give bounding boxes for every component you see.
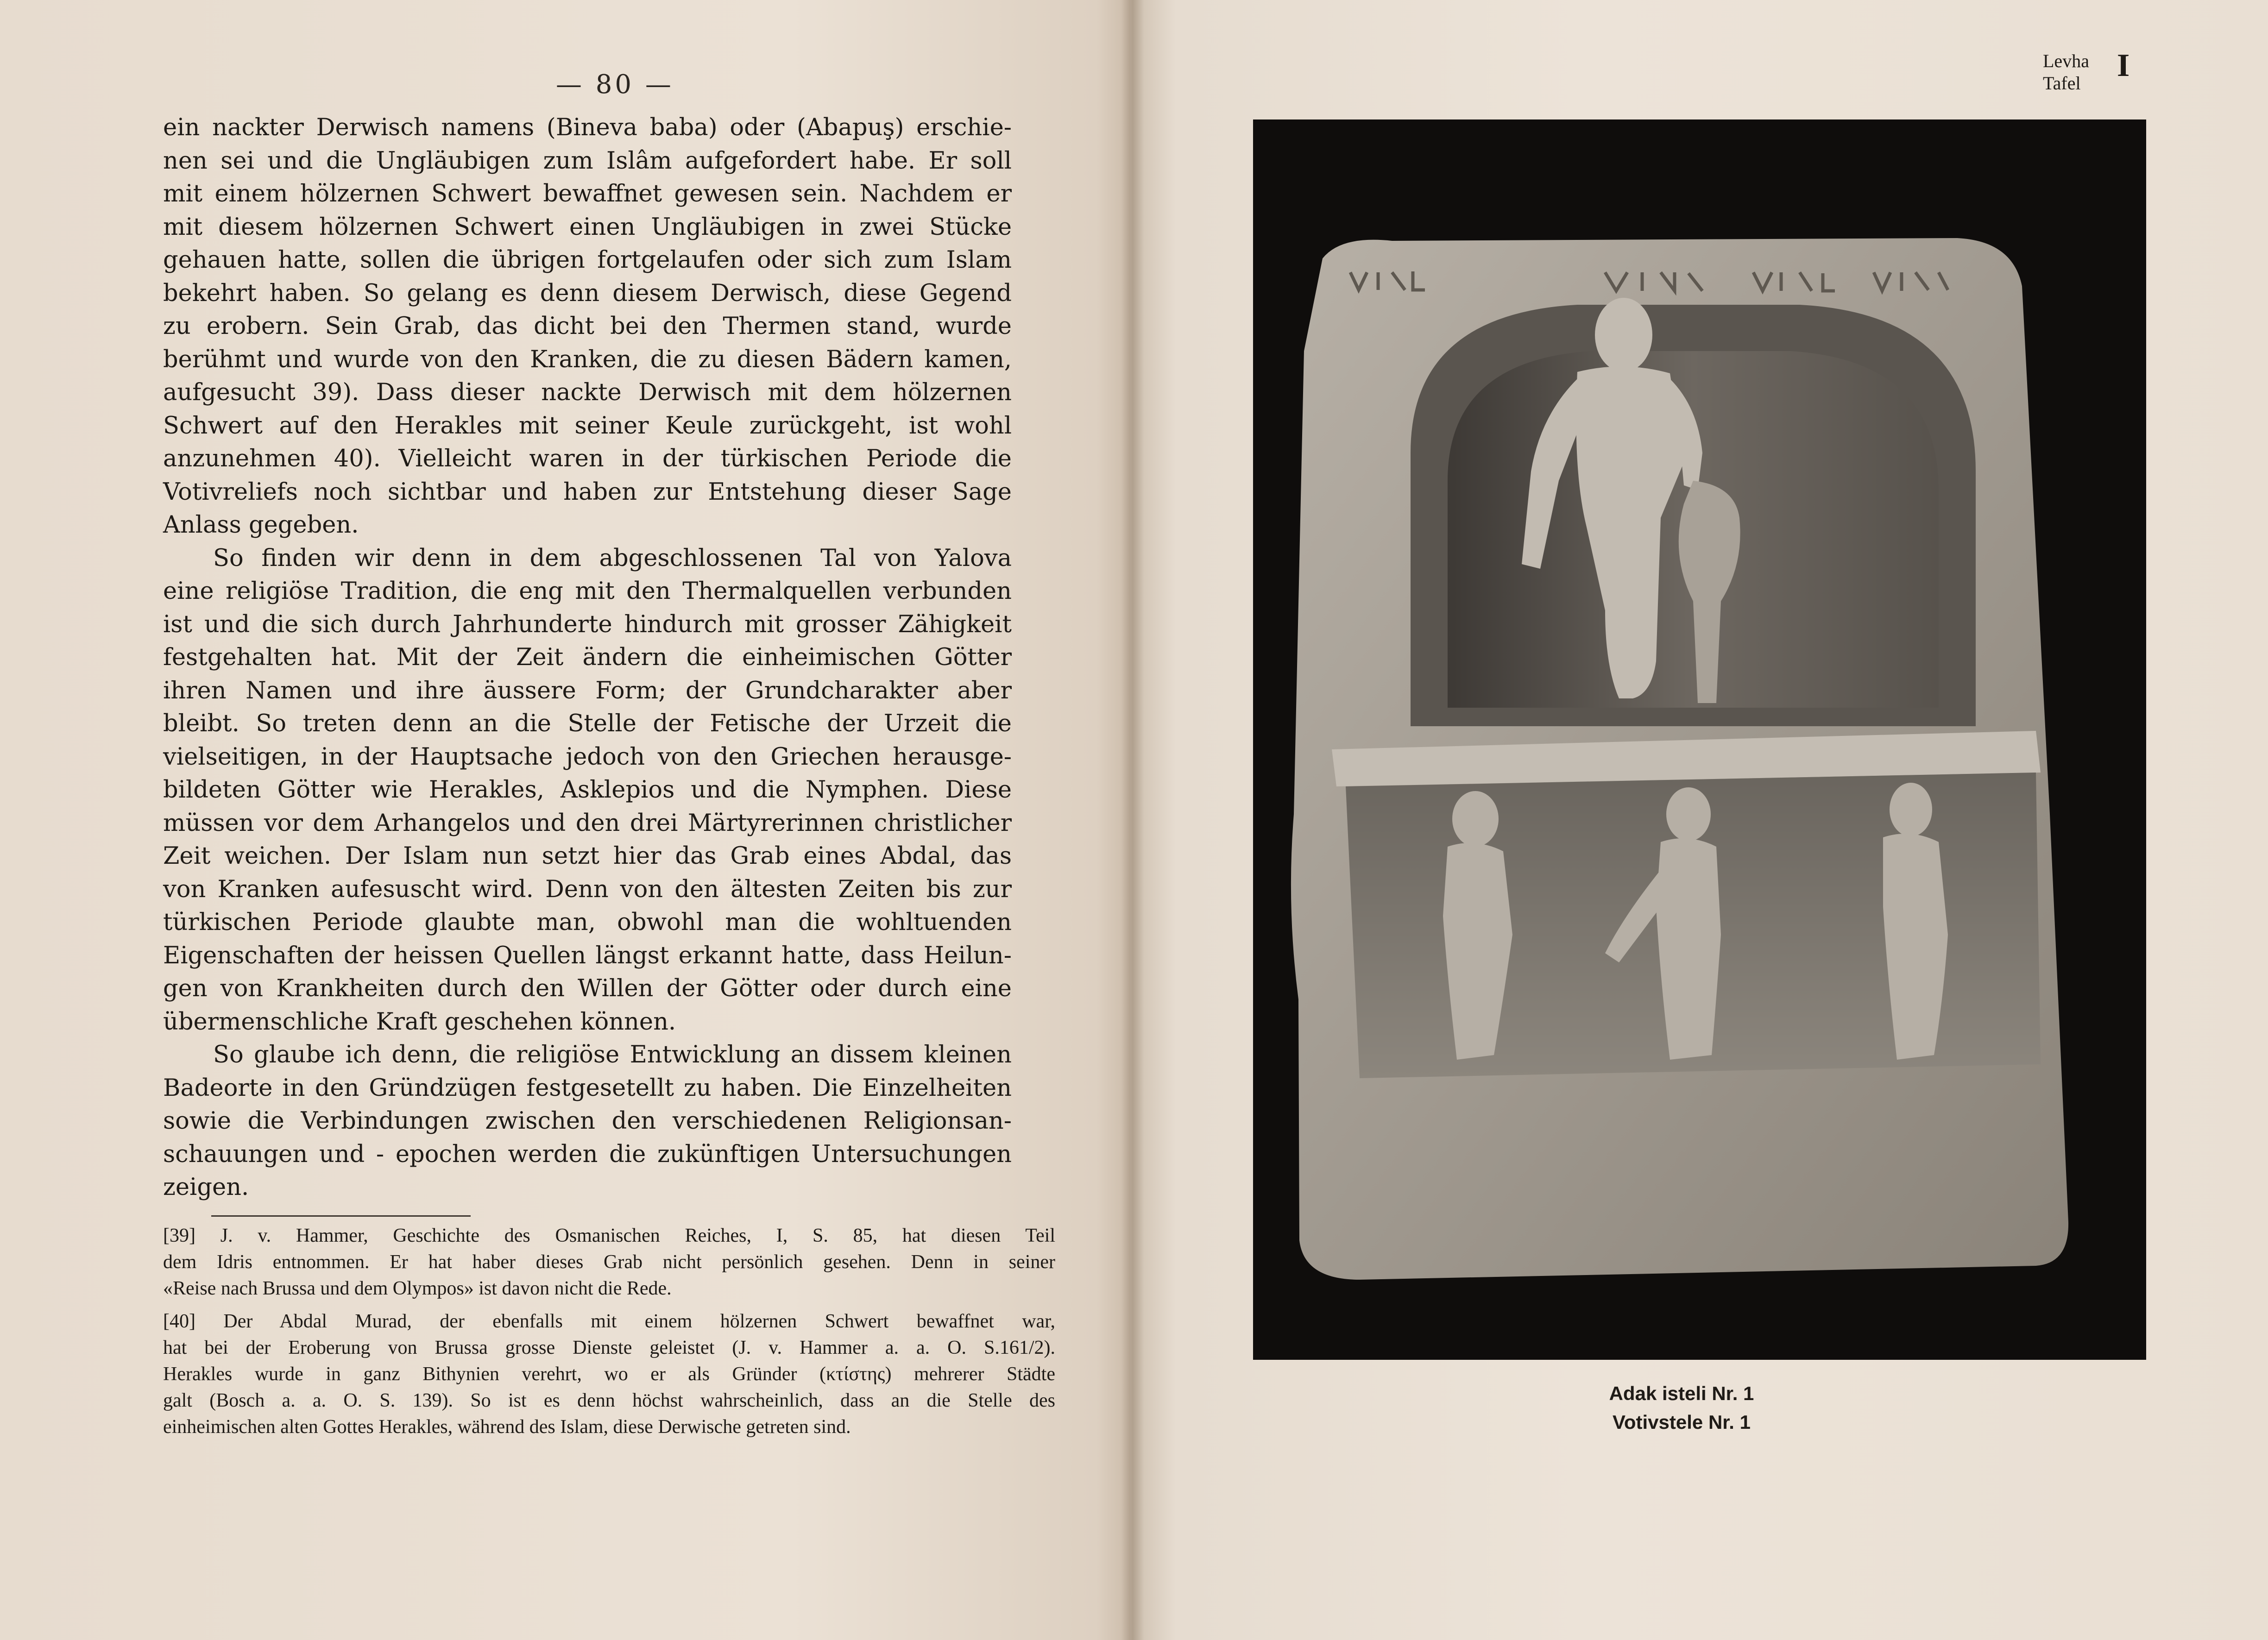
plate-label-german: Tafel — [2043, 73, 2081, 94]
footnote-line: Herakles wurde in ganz Bithynien verehrt, wo er als Gründer (κτίστης) mehrerer Städte — [163, 1364, 1055, 1385]
body-line: sowie die Verbindungen zwischen den verschiedenen Religionsan- — [163, 1107, 1012, 1135]
body-line: Votivreliefs noch sichtbar und haben zur Entstehung dieser Sage — [163, 478, 1012, 506]
votive-stele-photograph — [1253, 119, 2146, 1360]
body-line: müssen vor dem Arhangelos und den drei Märtyrerinnen christlicher — [163, 809, 1012, 837]
body-line: zu erobern. Sein Grab, das dicht bei den Thermen stand, wurde — [163, 313, 1012, 340]
body-line: von Kranken aufesuscht wird. Denn von den ältesten Zeiten bis zur — [163, 875, 1012, 903]
body-line: bildeten Götter wie Herakles, Asklepios und die Nymphen. Diese — [163, 776, 1012, 804]
body-line: ist und die sich durch Jahrhunderte hindurch mit grosser Zähigkeit — [163, 610, 1012, 638]
body-line: So finden wir denn in dem abgeschlossenen Tal von Yalova — [213, 544, 1012, 572]
body-line: festgehalten hat. Mit der Zeit ändern die einheimischen Götter — [163, 644, 1012, 671]
body-text — [163, 111, 1012, 1204]
page-number: — 80 — — [556, 69, 674, 100]
body-line: Badeorte in den Gründzügen festgesetellt zu haben. Die Einzelheiten — [163, 1074, 1012, 1102]
body-line: übermenschliche Kraft geschehen können. — [163, 1008, 676, 1036]
plate-label-turkish: Levha — [2043, 50, 2089, 71]
left-page — [0, 0, 1130, 1640]
body-line: bekehrt haben. So gelang es denn diesem Derwisch, diese Gegend — [163, 279, 1012, 307]
body-line: gehauen hatte, sollen die übrigen fortgelaufen oder sich zum Islam — [163, 246, 1012, 274]
body-line: aufgesucht 39). Dass dieser nackte Derwisch mit dem hölzernen — [163, 379, 1012, 406]
body-line: türkischen Periode glaubte man, obwohl man die wohltuenden — [163, 909, 1012, 936]
body-line: schauungen und - epochen werden die zukünftigen Untersuchungen — [163, 1140, 1012, 1168]
footnote-line: «Reise nach Brussa und dem Olympos» ist davon nicht die Rede. — [163, 1278, 672, 1299]
body-line: anzunehmen 40). Vielleicht waren in der türkischen Periode die — [163, 445, 1012, 472]
body-line: berühmt und wurde von den Kranken, die zu diesen Bädern kamen, — [163, 346, 1012, 373]
body-line: Eigenschaften der heissen Quellen längst erkannt hatte, dass Heilun- — [163, 942, 1012, 969]
body-line: eine religiöse Tradition, die eng mit den Thermalquellen verbunden — [163, 578, 1012, 605]
footnote-line: galt (Bosch a. a. O. S. 139). So ist es denn höchst wahrscheinlich, dass an die Stelle des — [163, 1390, 1055, 1411]
body-line: mit diesem hölzernen Schwert einen Ungläubigen in zwei Stücke — [163, 213, 1012, 241]
body-line: ihren Namen und ihre äussere Form; der Grundcharakter aber — [163, 677, 1012, 704]
plate-label — [2043, 50, 2089, 94]
footnote-line: hat bei der Eroberung von Brussa grosse Dienste geleistet (J. v. Hammer a. a. O. S.161/2). — [163, 1337, 1055, 1358]
caption-turkish: Adak isteli Nr. 1 — [1609, 1382, 1754, 1404]
body-line: Anlass gegeben. — [163, 511, 359, 539]
stele-illustration — [1253, 119, 2146, 1360]
body-line: zeigen. — [163, 1174, 249, 1201]
footnote-line: einheimischen alten Gottes Herakles, während des Islam, diese Derwische getreten sind. — [163, 1416, 851, 1438]
body-line: vielseitigen, in der Hauptsache jedoch von den Griechen herausge- — [163, 743, 1012, 771]
plate-number: I — [2117, 48, 2130, 83]
plate-caption — [1529, 1379, 1834, 1437]
footnote — [163, 1308, 1055, 1440]
body-line: Schwert auf den Herakles mit seiner Keule zurückgeht, ist wohl — [163, 412, 1012, 440]
footnote-line: dem Idris entnommen. Er hat haber dieses Grab nicht persönlich gesehen. Denn in seiner — [163, 1251, 1055, 1273]
body-line: gen von Krankheiten durch den Willen der Götter oder durch eine — [163, 975, 1012, 1002]
footnotes — [163, 1223, 1055, 1440]
footnote-rule — [211, 1215, 471, 1217]
body-line: ein nackter Derwisch namens (Bineva baba) oder (Abapuş) erschie- — [163, 114, 1012, 141]
caption-german: Votivstele Nr. 1 — [1612, 1411, 1751, 1433]
body-line: So glaube ich denn, die religiöse Entwicklung an dissem kleinen — [213, 1041, 1012, 1068]
gutter-shadow — [1121, 0, 1144, 1640]
footnote-line: [39] J. v. Hammer, Geschichte des Osmanischen Reiches, I, S. 85, hat diesen Teil — [163, 1225, 1055, 1246]
footnote — [163, 1223, 1055, 1302]
body-line: mit einem hölzernen Schwert bewaffnet gewesen sein. Nachdem er — [163, 180, 1012, 207]
body-line: nen sei und die Ungläubigen zum Islâm aufgefordert habe. Er soll — [163, 147, 1012, 175]
body-line: Zeit weichen. Der Islam nun setzt hier das Grab eines Abdal, das — [163, 842, 1012, 870]
footnote-line: [40] Der Abdal Murad, der ebenfalls mit einem hölzernen Schwert bewaffnet war, — [163, 1311, 1055, 1332]
body-line: bleibt. So treten denn an die Stelle der Fetische der Urzeit die — [163, 710, 1012, 737]
